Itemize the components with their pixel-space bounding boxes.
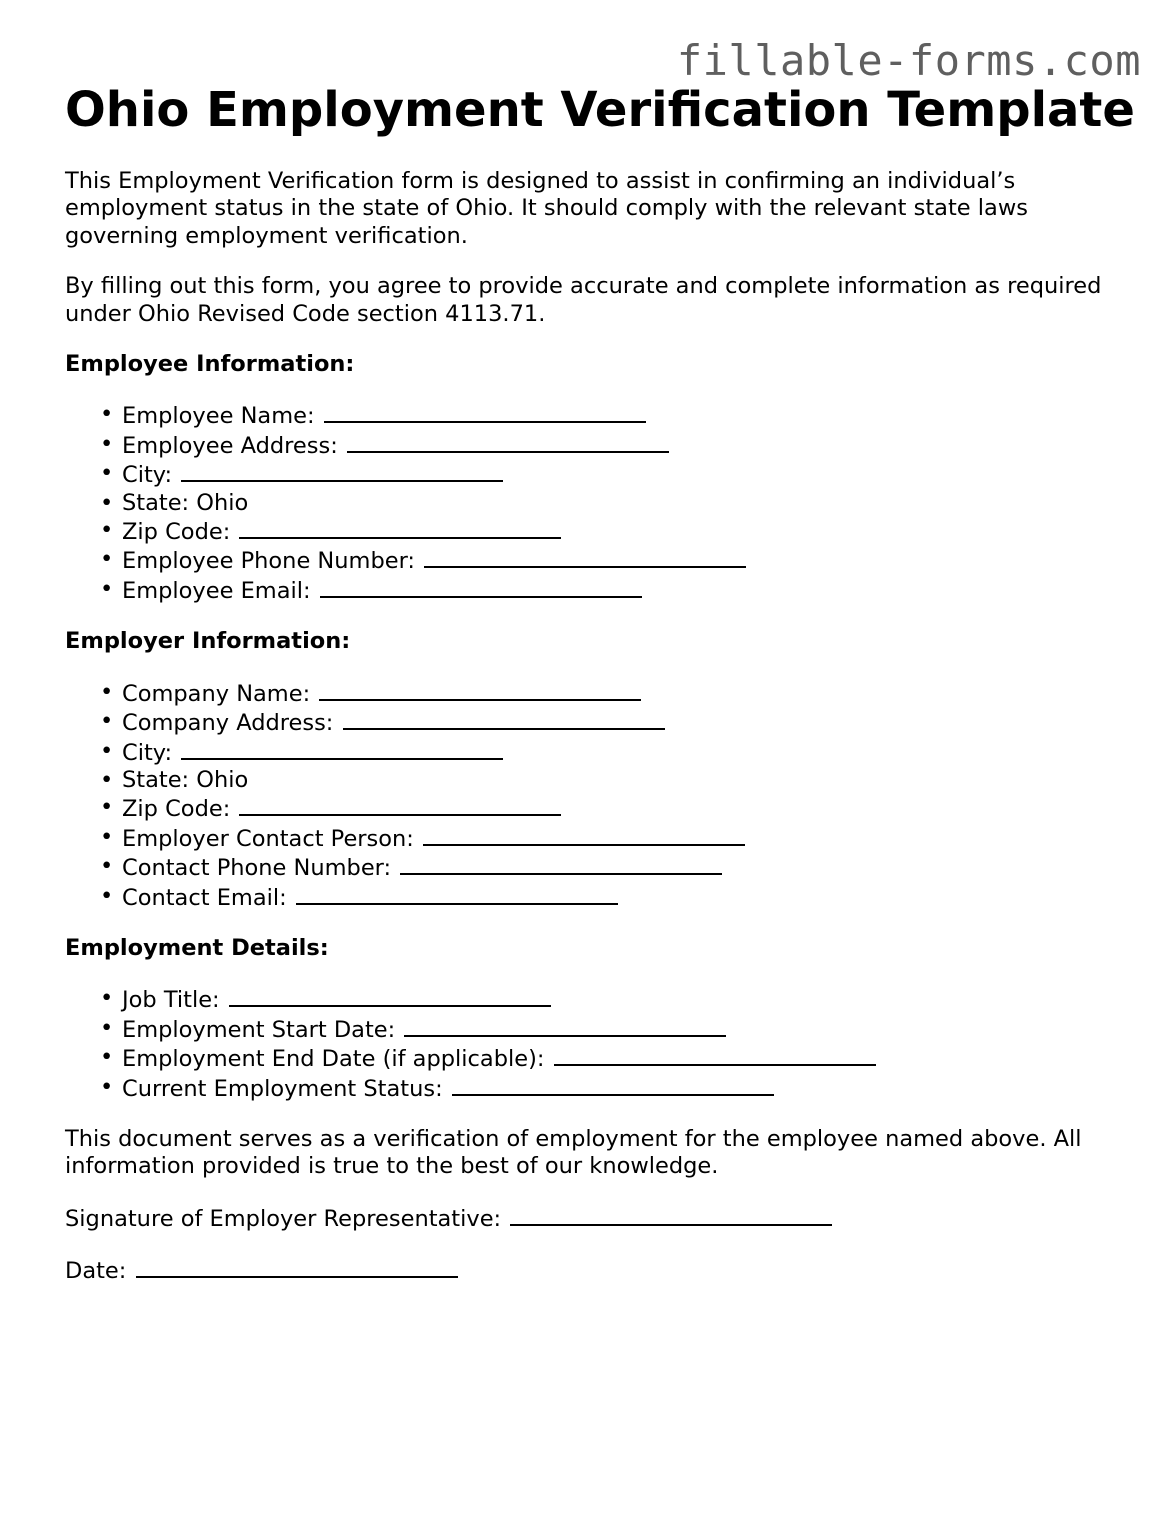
contact-email-field[interactable] xyxy=(296,883,618,905)
employer-field-list xyxy=(65,679,1125,912)
employee-email-row xyxy=(65,576,1125,605)
employee-address-field[interactable] xyxy=(347,431,669,453)
contact-phone-row xyxy=(65,853,1125,882)
employee-section-heading: Employee Information: xyxy=(65,351,355,378)
contact-email-row xyxy=(65,883,1125,912)
field-label: Employee Name: xyxy=(122,403,315,430)
employee-address-row xyxy=(65,431,1125,460)
employer-contact-person-row xyxy=(65,824,1125,853)
employee-city-field[interactable] xyxy=(181,460,503,482)
start-date-field[interactable] xyxy=(404,1015,726,1037)
bullet-icon: • xyxy=(100,517,114,544)
employer-section-heading: Employer Information: xyxy=(65,628,351,655)
bullet-icon: • xyxy=(100,546,114,573)
employment-status-row xyxy=(65,1074,1125,1103)
field-label: State: Ohio xyxy=(122,489,249,516)
end-date-field[interactable] xyxy=(554,1044,876,1066)
signature-row xyxy=(65,1204,1125,1233)
date-row xyxy=(65,1256,1125,1285)
field-label: State: Ohio xyxy=(122,766,249,793)
bullet-icon: • xyxy=(100,1073,114,1100)
employee-email-field[interactable] xyxy=(320,576,642,598)
field-label: Employment Start Date: xyxy=(122,1016,396,1043)
bullet-icon: • xyxy=(100,678,114,705)
company-name-field[interactable] xyxy=(319,679,641,701)
page-title: Ohio Employment Verification Template xyxy=(65,82,1135,138)
employee-zip-row xyxy=(65,517,1125,546)
company-address-row xyxy=(65,708,1125,737)
employee-state-row xyxy=(65,490,1125,517)
field-label: Contact Email: xyxy=(122,884,287,911)
bullet-icon: • xyxy=(100,1014,114,1041)
employee-name-field[interactable] xyxy=(324,401,646,423)
job-title-row xyxy=(65,985,1125,1014)
company-address-field[interactable] xyxy=(343,708,665,730)
bullet-icon: • xyxy=(100,401,114,428)
field-label: Current Employment Status: xyxy=(122,1075,443,1102)
bullet-icon: • xyxy=(100,794,114,821)
field-label: Job Title: xyxy=(122,987,220,1014)
field-label: Employee Phone Number: xyxy=(122,548,416,575)
intro-paragraph-2: By filling out this form, you agree to provide accurate and complete information as required under Ohio Revised Code section 4113.71. xyxy=(65,273,1102,327)
field-label: City: xyxy=(122,462,173,489)
company-city-field[interactable] xyxy=(181,738,503,760)
bullet-icon: • xyxy=(100,460,114,487)
watermark: fillable-forms.com xyxy=(676,36,1141,85)
employment-field-list xyxy=(65,985,1125,1103)
field-label: Company Address: xyxy=(122,710,334,737)
employee-phone-row xyxy=(65,546,1125,575)
company-zip-row xyxy=(65,794,1125,823)
company-name-row xyxy=(65,679,1125,708)
field-label: Contact Phone Number: xyxy=(122,855,392,882)
job-title-field[interactable] xyxy=(229,985,551,1007)
contact-phone-field[interactable] xyxy=(400,853,722,875)
intro-paragraph-1: This Employment Verification form is designed to assist in confirming an individual’s employment status in the state of Ohio. It should comply with the relevant state laws governing employment verification. xyxy=(65,168,1028,249)
employee-phone-field[interactable] xyxy=(424,546,746,568)
field-label: Company Name: xyxy=(122,680,311,707)
field-label: Employee Address: xyxy=(122,432,338,459)
field-label: Zip Code: xyxy=(122,519,231,546)
field-label: Employment End Date (if applicable): xyxy=(122,1046,545,1073)
company-state-row xyxy=(65,767,1125,794)
bullet-icon: • xyxy=(100,853,114,880)
employee-name-row xyxy=(65,401,1125,430)
signature-field[interactable] xyxy=(510,1204,832,1226)
field-label: Employer Contact Person: xyxy=(122,825,414,852)
employee-field-list xyxy=(65,401,1125,605)
date-label: Date: xyxy=(65,1258,127,1285)
employer-contact-person-field[interactable] xyxy=(423,824,745,846)
field-label: Employee Email: xyxy=(122,577,311,604)
bullet-icon: • xyxy=(100,708,114,735)
employment-section-heading: Employment Details: xyxy=(65,934,329,961)
company-city-row xyxy=(65,738,1125,767)
date-field[interactable] xyxy=(136,1256,458,1278)
document-body xyxy=(65,80,1135,1286)
bullet-icon: • xyxy=(100,430,114,457)
signature-label: Signature of Employer Representative: xyxy=(65,1205,502,1232)
bullet-icon: • xyxy=(100,575,114,602)
bullet-icon: • xyxy=(100,823,114,850)
employee-city-row xyxy=(65,460,1125,489)
end-date-row xyxy=(65,1044,1125,1073)
bullet-icon: • xyxy=(100,766,114,793)
bullet-icon: • xyxy=(100,1044,114,1071)
employee-zip-field[interactable] xyxy=(239,517,561,539)
closing-paragraph: This document serves as a verification of employment for the employee named above. All information provided is true to the best of our knowledge. xyxy=(65,1125,1082,1180)
company-zip-field[interactable] xyxy=(239,794,561,816)
field-label: Zip Code: xyxy=(122,796,231,823)
field-label: City: xyxy=(122,739,173,766)
bullet-icon: • xyxy=(100,985,114,1012)
bullet-icon: • xyxy=(100,882,114,909)
bullet-icon: • xyxy=(100,737,114,764)
bullet-icon: • xyxy=(100,489,114,516)
start-date-row xyxy=(65,1015,1125,1044)
employment-status-field[interactable] xyxy=(452,1074,774,1096)
